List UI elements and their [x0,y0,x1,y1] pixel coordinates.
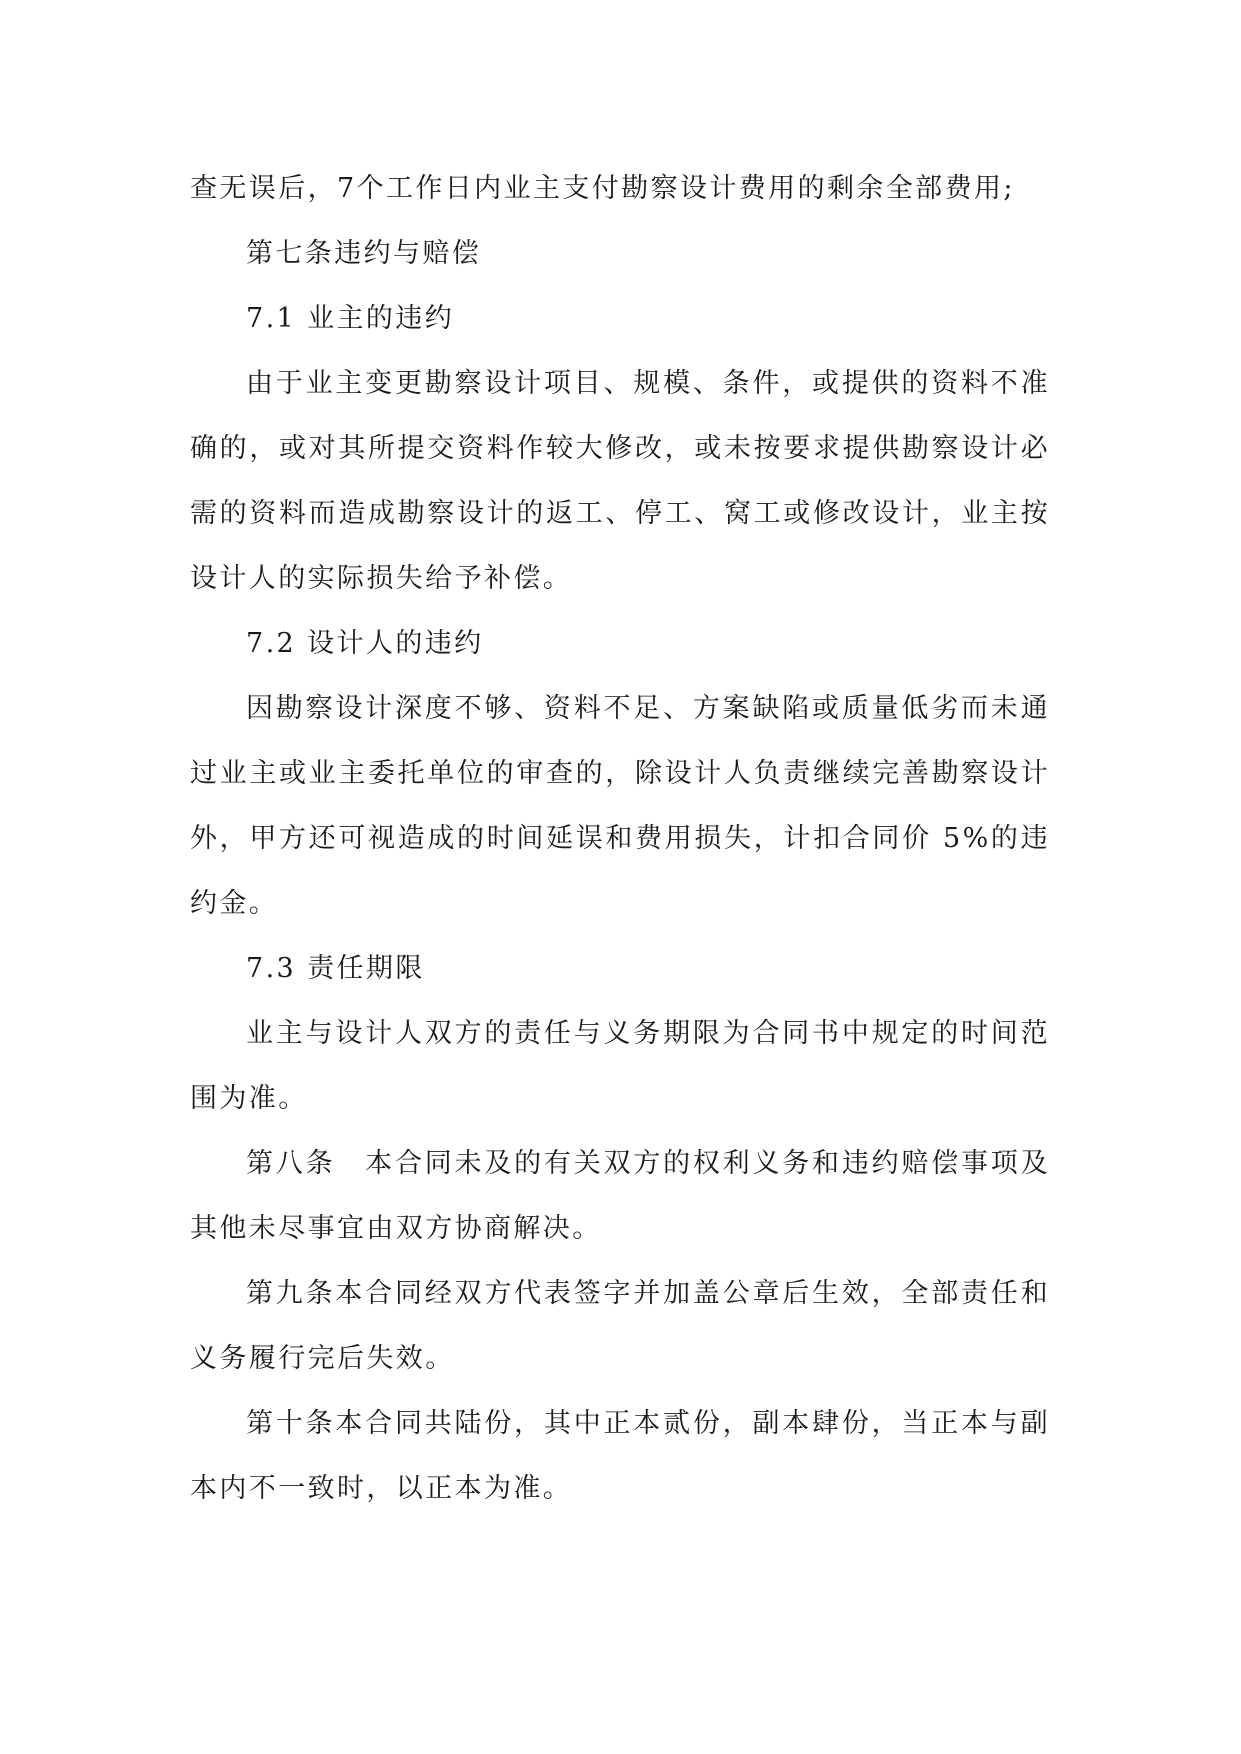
heading-7-3: 7.3 责任期限 [246,953,425,984]
heading-article-7: 第七条违约与赔偿 [246,238,482,269]
paragraph-payment-tail: 查无误后，7个工作日内业主支付勘察设计费用的剩余全部费用; [190,173,1015,204]
heading-7-2: 7.2 设计人的违约 [246,628,484,659]
heading-7-1: 7.1 业主的违约 [246,303,455,334]
paragraph-article-9: 第九条本合同经双方代表签字并加盖公章后生效，全部责任和义务履行完后失效。 [190,1278,1050,1374]
contract-body-text [190,156,1050,1521]
paragraph-owner-breach: 由于业主变更勘察设计项目、规模、条件，或提供的资料不准确的，或对其所提交资料作较大修改，或未按要求提供勘察设计必需的资料而造成勘察设计的返工、停工、窝工或修改设计，业主按设计人的实际损失给予补偿。 [190,368,1050,594]
paragraph-liability-period: 业主与设计人双方的责任与义务期限为合同书中规定的时间范围为准。 [190,1018,1050,1114]
paragraph-designer-breach: 因勘察设计深度不够、资料不足、方案缺陷或质量低劣而未通过业主或业主委托单位的审查的，除设计人负责继续完善勘察设计外，甲方还可视造成的时间延误和费用损失，计扣合同价 5%的违约金。 [190,693,1050,919]
paragraph-article-10: 第十条本合同共陆份，其中正本贰份，副本肆份，当正本与副本内不一致时，以正本为准。 [190,1408,1050,1504]
paragraph-article-8: 第八条 本合同未及的有关双方的权利义务和违约赔偿事项及其他未尽事宜由双方协商解决。 [190,1148,1050,1244]
